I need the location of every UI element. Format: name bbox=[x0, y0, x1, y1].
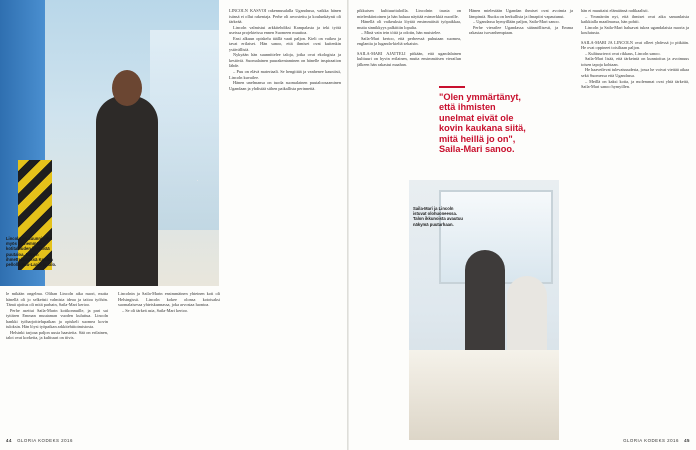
paragraph: hän ei muuttaisi elämäänsä radikaalisti. bbox=[581, 8, 649, 13]
paragraph: Ensi alkuun opiskelu täällä vaati paljon. Kieli on vaikea ja tavat erilaiset. Hän sanoo, että ihmiset ovat kuitenkin ystävällisiä. bbox=[229, 35, 341, 52]
magazine-name: GLORIA KODEKS 2016 bbox=[17, 438, 73, 443]
couple-photo bbox=[409, 180, 559, 440]
left-footer bbox=[6, 438, 73, 443]
page-number: 45 bbox=[684, 438, 690, 443]
paragraph: Nykyään hän suunnittelee taloja, jotka ovat ekologisia ja kestäviä. Suomalainen puurakentaminen on hänelle inspiraation lähde. bbox=[229, 52, 341, 69]
paragraph: – Meillä on kaksi kotia, ja molemmat ovat yhtä tärkeitä, Saila-Mari sanoo hymyillen. bbox=[581, 78, 689, 90]
pullquote-rule bbox=[439, 86, 465, 88]
left-column-c bbox=[229, 8, 341, 432]
left-column-b bbox=[118, 291, 220, 431]
paragraph: – Se oli tärkeä asia, Saila-Mari kertoo. bbox=[122, 307, 189, 313]
paragraph: Hänen unelmansa on tuoda suomalainen puutaloosaaminen Ugandaan ja yhdistää siihen paikallista perinnettä. bbox=[229, 80, 341, 91]
photo-glass-wall bbox=[150, 30, 219, 230]
paragraph: – Minä vain tein töitä ja odotin, hän muistelee. bbox=[361, 30, 442, 36]
paragraph: pikkuisen kulttuuritaloilla. Lincolnin tausta on mielenkiintoinen ja hän haluaa näyttää esimerkkiä nuorille. bbox=[357, 8, 461, 19]
paragraph: le mikään ongelma. Olihan Lincoln aika nuori, mutta hänellä oli jo selkeästi valmista ideaa ja taitoa työhön. Tämä ajoitus oli mitä parhain, Saila-Mari kertoo. bbox=[6, 291, 108, 308]
right-page bbox=[349, 0, 696, 450]
paragraph: Lincoln ja Saila-Mari haluavat tukea ugandalaisia nuoria ja koulutusta. bbox=[581, 24, 689, 36]
paragraph: Perhe vierailee Ugandassa säännöllisesti, ja Emma rakastaa isovanhempiaan. bbox=[469, 24, 573, 36]
paragraph: SAILA-MARI JA LINCOLN ovat olleet yhdessä jo pitkään. He ovat oppineet toisiltaan paljon. bbox=[581, 39, 689, 51]
right-column-c bbox=[581, 8, 689, 428]
paragraph: – Ugandassa hymyillään paljon, Saila-Mari sanoo. bbox=[473, 19, 560, 25]
photo-desk bbox=[409, 350, 559, 440]
magazine-name: GLORIA KODEKS 2016 bbox=[623, 438, 679, 443]
left-column-a bbox=[6, 291, 108, 431]
paragraph: – Kulttuurierot ovat rikkaus, Lincoln sanoo. bbox=[585, 50, 661, 56]
paragraph: Hänen mielestään Ugandan ihmiset ovat avoimia ja lämpimiä. Ruoka on herkullista ja ilmapiiri vapautunut. bbox=[469, 8, 573, 19]
page-number: 44 bbox=[6, 438, 12, 443]
paragraph: Perhe asettui Saila-Marin kotikonnuille, ja pari sai tyttären Emman muutaman vuoden kuluttua. Lincoln hankki työharjoittelupaikan ja opiskeli suomea kovin tuloksin. Hän löysi työpaikan arkkitehtitoimistosta. bbox=[6, 307, 108, 330]
right-footer bbox=[623, 438, 690, 443]
paragraph: – Puu on elävä materiaali. Se hengittää ja vanhenee kauniisti, Lincoln kuvailee. bbox=[229, 69, 341, 80]
left-page bbox=[0, 0, 347, 450]
paragraph: – Ymmärrän nyt, että ihmiset ovat aika samanlaisia kaikkialla maailmassa, hän pohtii. bbox=[581, 13, 689, 25]
paragraph: Helsinki tarjoaa paljon uusia haasteita. Sää on erilainen, talot ovat korkeita, ja kulttuuri on tiivis. bbox=[6, 329, 108, 341]
paragraph: Saila-Mari lisää, että tärkeintä on kunnioitus ja avoimuus toisen tapoja kohtaan. bbox=[581, 56, 689, 67]
left-photo-caption: Lincoln on suunnitellut myös pienemmän kotitalouden kestävää puutaloa. Hänen ihmettelemässä Koulua pellolla puu-Lapin ja talo. bbox=[6, 236, 57, 268]
paragraph: LINCOLN KASVOI rakennusalalla Ugandassa, vaikka hänen isänsä ei ollut rakentaja. Perhe oli arvostettu ja koulunkäynti oli tärkeää. bbox=[229, 8, 341, 25]
right-photo-caption: Saila-Mari ja Lincoln istuvat olohuoneessa. Talon ikkunoista avautuu näkymä puutarhaan. bbox=[413, 206, 463, 227]
paragraph: Saila-Mari kertoo, että perheessä puhutaan suomea, englantia ja luganda-kieltä sekaisin. bbox=[357, 35, 461, 47]
photo-man-head bbox=[112, 70, 142, 106]
photo-man-body bbox=[96, 96, 158, 286]
paragraph: Hänellä oli vaikeuksia löytää ensimmäistä työpaikkaa, mutta sinnikkyys palkittiin lopulta. bbox=[357, 19, 461, 30]
pull-quote: "Olen ymmärtänyt, että ihmisten unelmat eivät ole kovin kaukana siitä, mitä heillä jo on", Saila-Mari sanoo. bbox=[439, 92, 526, 155]
paragraph: SAILA-MARI AJATTELI pitkään, että ugandalainen kulttuuri on hyvin erilainen, mutta ensimmäisen vierailun jälkeen hän rakastui maahan. bbox=[357, 50, 461, 67]
paragraph: He haaveilevat tulevaisuudesta, jossa he voivat viettää aikaa sekä Suomessa että Ugandassa. bbox=[581, 67, 689, 79]
paragraph: Lincolnin ja Saila-Marin ensimmäinen yhteinen koti oli Helsingissä. Lincoln kokee olonsa kotoisaksi suomalaisessa yhteiskunnassa, joka arvostaa luontoa. bbox=[118, 291, 220, 308]
unused-photo-slot bbox=[197, 180, 198, 181]
paragraph: Lincoln valmistui arkkitehdiksi Kampalasta ja teki työtä useissa projekteissa ennen Suomeen muuttoa. bbox=[229, 24, 341, 36]
